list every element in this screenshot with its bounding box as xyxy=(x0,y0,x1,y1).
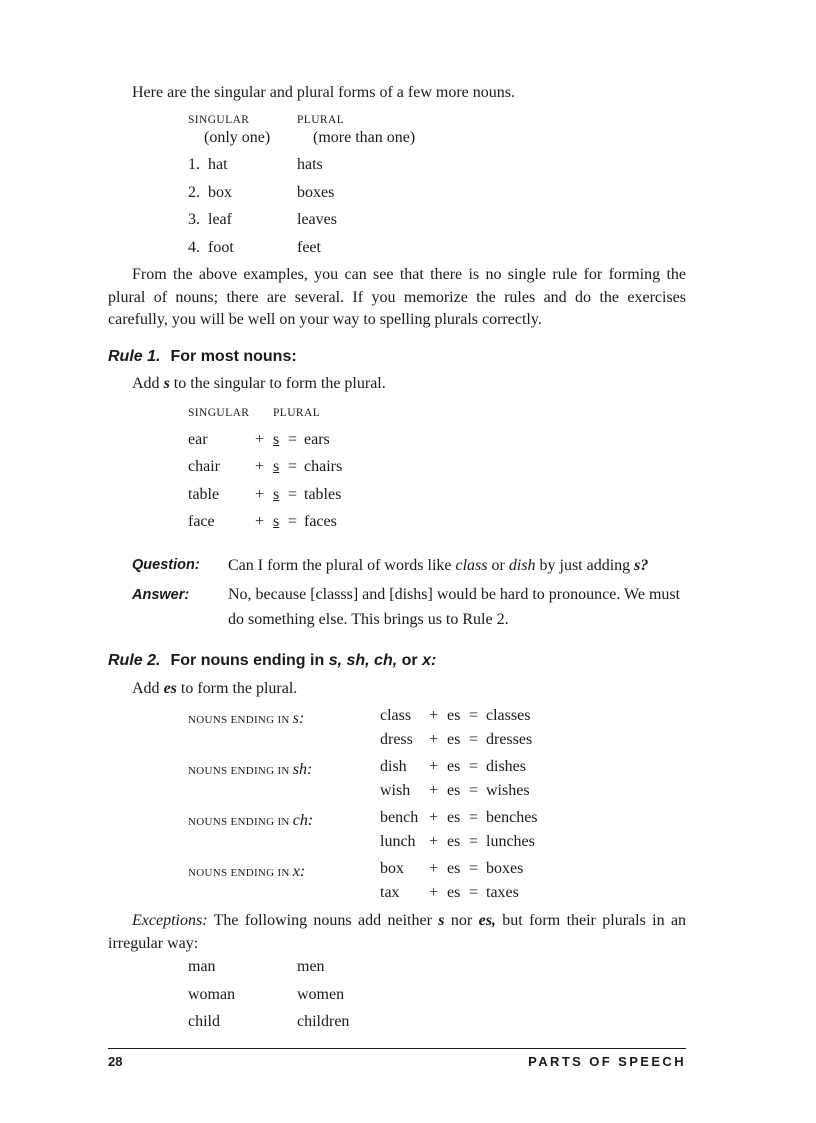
group-label: NOUNS ENDING IN ch: xyxy=(188,812,314,829)
suffix: es xyxy=(447,731,461,748)
plus-sign: + xyxy=(429,884,439,901)
plural-word: feet xyxy=(297,239,321,256)
suffix: es xyxy=(447,758,461,775)
singular-word: class xyxy=(380,707,412,724)
equals-sign: = xyxy=(288,486,298,503)
exceptions-word: es, xyxy=(478,912,496,929)
instruction-text: to the singular to form the plural. xyxy=(173,375,386,392)
exceptions-text: The following nouns add neither xyxy=(213,912,432,929)
suffix: s xyxy=(273,513,280,530)
plural-word: taxes xyxy=(486,884,519,901)
exceptions-text: nor xyxy=(450,912,473,929)
exceptions-label: Exceptions: xyxy=(132,912,208,929)
instruction-text: Add xyxy=(132,680,160,697)
plus-sign: + xyxy=(429,758,439,775)
suffix: es xyxy=(447,833,461,850)
examples-paragraph: From the above examples, you can see that there is no single rule for forming the plural of nouns; there are several. If you memorize the rules and do the exercises carefully, you will be well on your way to spelling plurals correctly. xyxy=(108,266,686,328)
instruction-text: to form the plural. xyxy=(180,680,298,697)
singular-word: hat xyxy=(208,156,228,173)
equals-sign: = xyxy=(288,431,298,448)
plural-word: boxes xyxy=(486,860,524,877)
question-text xyxy=(228,553,688,578)
table1-plural-subheader: (more than one) xyxy=(313,129,416,146)
question-label: Question: xyxy=(132,557,200,573)
question-fragment: Can I form the plural of words like xyxy=(228,557,452,574)
plural-word: benches xyxy=(486,809,538,826)
equals-sign: = xyxy=(469,782,479,799)
page-number: 28 xyxy=(108,1054,123,1069)
singular-word: tax xyxy=(380,884,400,901)
rule2-title-or: or xyxy=(401,652,418,669)
plus-sign: + xyxy=(429,782,439,799)
plural-word: ears xyxy=(304,431,330,448)
suffix: s xyxy=(273,486,280,503)
question-fragment: by just adding xyxy=(539,557,631,574)
suffix: es xyxy=(447,782,461,799)
question-word: dish xyxy=(508,557,536,574)
question-word: class xyxy=(455,557,488,574)
intro-paragraph: Here are the singular and plural forms of a few more nouns. xyxy=(132,84,515,101)
row-number: 1. xyxy=(188,156,200,173)
suffix: s xyxy=(273,458,280,475)
rule1-title: For most nouns: xyxy=(170,348,297,365)
plus-sign: + xyxy=(429,731,439,748)
rule2-heading xyxy=(108,652,436,670)
singular-word: chair xyxy=(188,458,220,475)
table1-singular-subheader: (only one) xyxy=(204,129,271,146)
exceptions-text: but form their plurals in an irregular way: xyxy=(108,912,687,952)
answer-label: Answer: xyxy=(132,587,190,603)
singular-word: dish xyxy=(380,758,407,775)
equals-sign: = xyxy=(469,707,479,724)
singular-word: bench xyxy=(380,809,419,826)
plus-sign: + xyxy=(255,486,265,503)
plus-sign: + xyxy=(255,513,265,530)
equals-sign: = xyxy=(469,731,479,748)
suffix: es xyxy=(447,707,461,724)
plural-word: hats xyxy=(297,156,323,173)
section-title: PARTS OF SPEECH xyxy=(528,1054,686,1069)
plural-word: women xyxy=(297,986,345,1003)
suffix: s xyxy=(273,431,280,448)
rule1-instruction xyxy=(132,375,386,393)
equals-sign: = xyxy=(469,884,479,901)
plus-sign: + xyxy=(429,809,439,826)
plural-word: lunches xyxy=(486,833,535,850)
singular-word: lunch xyxy=(380,833,416,850)
singular-word: man xyxy=(188,958,216,975)
group-label: NOUNS ENDING IN x: xyxy=(188,863,306,880)
plus-sign: + xyxy=(429,860,439,877)
plural-word: boxes xyxy=(297,184,335,201)
rule2-title-endings: s, sh, ch, xyxy=(328,652,398,669)
plural-word: wishes xyxy=(486,782,530,799)
row-number: 2. xyxy=(188,184,200,201)
rule1-number: Rule 1. xyxy=(108,348,161,365)
equals-sign: = xyxy=(469,809,479,826)
suffix: es xyxy=(447,809,461,826)
plural-word: leaves xyxy=(297,211,337,228)
table1-singular-header: SINGULAR xyxy=(188,114,250,126)
group-label: NOUNS ENDING IN sh: xyxy=(188,761,313,778)
plus-sign: + xyxy=(255,431,265,448)
instruction-letter: es xyxy=(163,680,177,697)
singular-word: child xyxy=(188,1013,220,1030)
singular-word: box xyxy=(208,184,232,201)
plural-word: chairs xyxy=(304,458,343,475)
exceptions-paragraph xyxy=(108,910,686,955)
plural-word: dresses xyxy=(486,731,533,748)
singular-word: table xyxy=(188,486,220,503)
rule2-number: Rule 2. xyxy=(108,652,161,669)
row-number: 4. xyxy=(188,239,200,256)
singular-word: face xyxy=(188,513,215,530)
exceptions-word: s xyxy=(438,912,445,929)
singular-word: wish xyxy=(380,782,411,799)
question-fragment: or xyxy=(491,557,505,574)
rule2-instruction xyxy=(132,680,297,698)
equals-sign: = xyxy=(288,513,298,530)
question-word: s? xyxy=(634,557,649,574)
suffix: es xyxy=(447,860,461,877)
singular-word: dress xyxy=(380,731,413,748)
plural-word: faces xyxy=(304,513,337,530)
singular-word: box xyxy=(380,860,404,877)
plural-word: tables xyxy=(304,486,342,503)
plural-word: dishes xyxy=(486,758,526,775)
table1-plural-header: PLURAL xyxy=(297,114,345,126)
singular-word: ear xyxy=(188,431,208,448)
plus-sign: + xyxy=(429,833,439,850)
rule2-title-x: x: xyxy=(422,652,437,669)
rule1-heading xyxy=(108,348,297,366)
group-label: NOUNS ENDING IN s: xyxy=(188,710,305,727)
equals-sign: = xyxy=(469,833,479,850)
plural-word: children xyxy=(297,1013,350,1030)
row-number: 3. xyxy=(188,211,200,228)
singular-word: woman xyxy=(188,986,236,1003)
singular-word: leaf xyxy=(208,211,232,228)
instruction-letter: s xyxy=(163,375,170,392)
rule2-title: For nouns ending in xyxy=(170,652,325,669)
rule1-plural-header: PLURAL xyxy=(273,407,321,419)
suffix: es xyxy=(447,884,461,901)
plus-sign: + xyxy=(429,707,439,724)
plural-word: men xyxy=(297,958,325,975)
plural-word: classes xyxy=(486,707,531,724)
instruction-text: Add xyxy=(132,375,160,392)
plus-sign: + xyxy=(255,458,265,475)
singular-word: foot xyxy=(208,239,234,256)
equals-sign: = xyxy=(469,758,479,775)
footer-rule xyxy=(108,1048,686,1049)
answer-text: No, because [classs] and [dishs] would be hard to pronounce. We must do something else. This brings us to Rule 2. xyxy=(228,586,681,628)
equals-sign: = xyxy=(469,860,479,877)
equals-sign: = xyxy=(288,458,298,475)
rule1-singular-header: SINGULAR xyxy=(188,407,250,419)
